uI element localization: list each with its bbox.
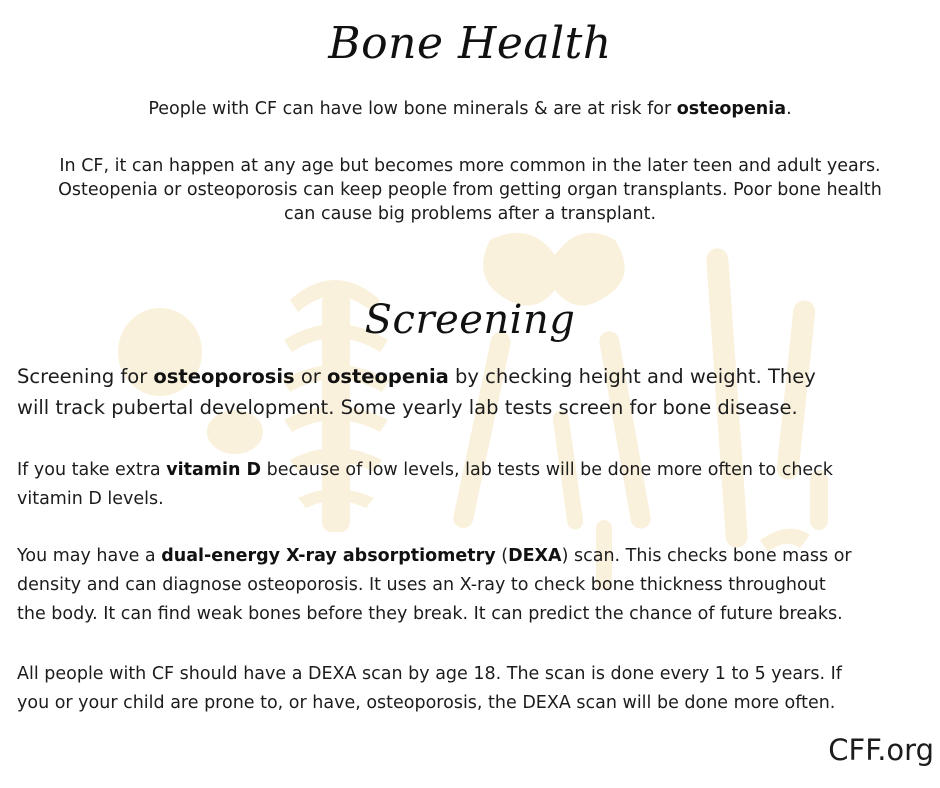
- intro-statement: [0, 97, 940, 121]
- intro-detail-line: In CF, it can happen at any age but becomes more common in the later teen and adult years.: [59, 156, 881, 176]
- text-run: (: [495, 546, 509, 566]
- brand-footer: CFF.org: [828, 733, 934, 767]
- paragraph-line: density and can diagnose osteoporosis. It uses an X-ray to check bone thickness throughout: [17, 575, 826, 595]
- keyword-osteopenia: osteopenia: [326, 365, 449, 388]
- intro-keyword: osteopenia: [676, 99, 787, 119]
- paragraph-line: [17, 361, 927, 392]
- section-title-screening: Screening: [364, 297, 576, 343]
- screening-lead-paragraph: [17, 361, 927, 423]
- text-run: because of low levels, lab tests will be done more often to check: [261, 460, 833, 480]
- text-run: You may have a: [17, 546, 162, 566]
- intro-detail-paragraph: [0, 154, 940, 226]
- intro-detail-line: Osteopenia or osteoporosis can keep people from getting organ transplants. Poor bone health: [58, 180, 882, 200]
- text-run: Screening for: [17, 365, 154, 388]
- text-run: ) scan. This checks bone mass or: [561, 546, 852, 566]
- keyword-osteoporosis: osteoporosis: [153, 365, 295, 388]
- text-run: or: [294, 365, 327, 388]
- text-run: by checking height and weight. They: [448, 365, 816, 388]
- intro-text: People with CF can have low bone minerals & are at risk for: [148, 99, 677, 119]
- paragraph-line: will track pubertal development. Some yearly lab tests screen for bone disease.: [17, 396, 798, 419]
- paragraph-line: the body. It can find weak bones before they break. It can predict the chance of future breaks.: [17, 604, 843, 624]
- intro-detail-line: can cause big problems after a transplant.: [283, 204, 657, 224]
- paragraph-line: [17, 542, 927, 571]
- page-title: Bone Health: [328, 18, 612, 69]
- keyword-dexa-full-name: dual-energy X-ray absorptiometry: [161, 546, 496, 566]
- dexa-age-paragraph: [17, 660, 927, 718]
- vitamin-d-paragraph: [17, 456, 927, 514]
- paragraph-line: [17, 456, 927, 485]
- paragraph-line: vitamin D levels.: [17, 489, 164, 509]
- intro-punctuation: .: [786, 99, 792, 119]
- keyword-vitamin-d: vitamin D: [166, 460, 262, 480]
- paragraph-line: All people with CF should have a DEXA scan by age 18. The scan is done every 1 to 5 years. If: [17, 664, 842, 684]
- text-run: If you take extra: [17, 460, 167, 480]
- paragraph-line: you or your child are prone to, or have, osteoporosis, the DEXA scan will be done more often.: [17, 693, 836, 713]
- dexa-paragraph: [17, 542, 927, 629]
- keyword-dexa: DEXA: [508, 546, 562, 566]
